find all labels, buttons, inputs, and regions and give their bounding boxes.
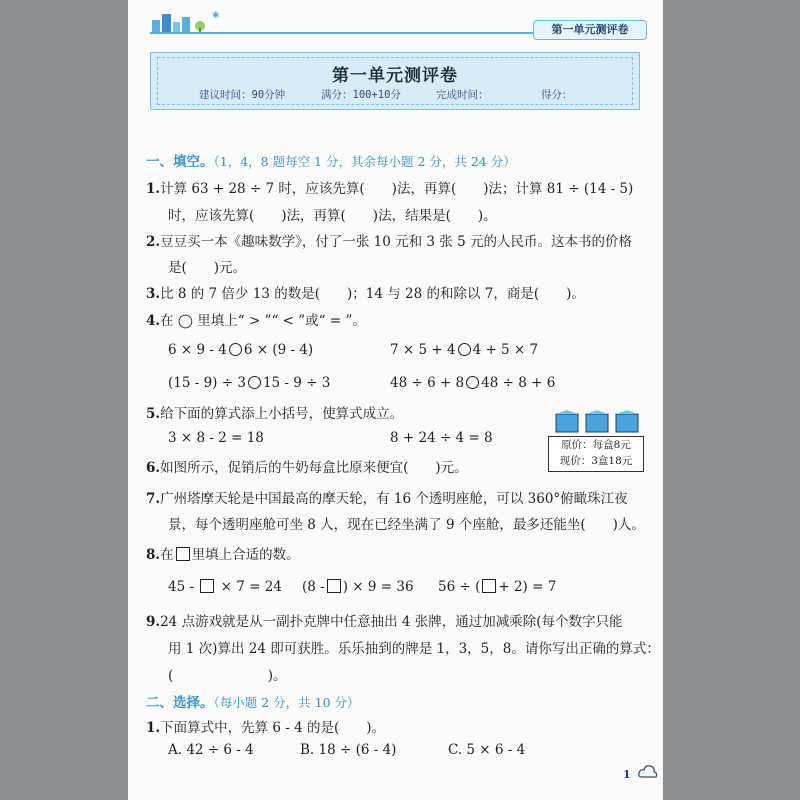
answer-box[interactable] [482,579,496,593]
points-label: 得分： [541,89,573,101]
c1-option-c: C. 5 × 6 - 4 [448,742,526,758]
q1-text1: 计算 63 + 28 ÷ 7 时，应该先算( )法，再算( )法；计算 81 ÷ (14 - 5) [160,181,634,197]
q1-line2: 时，应该先算( )法，再算( )法，结果是( )。 [168,208,497,224]
compare-circle[interactable] [458,343,471,356]
q7-line1 [146,487,628,507]
q8-eq1-right: × 7 = 24 [220,579,282,595]
q8-eq2-right: ) × 9 = 36 [342,579,414,595]
q9-line2: 用 1 次)算出 24 即可获胜。乐乐抽到的牌是 1，3，5，8。请你写出正确的算式： [168,641,660,657]
time-label: 建议时间：90分钟 [199,89,286,101]
q7-number: 7. [146,491,161,507]
q4-row1-left [168,342,313,358]
q8-eq1 [168,579,282,595]
original-price: 原价：每盒8元 [561,439,631,451]
c1-text1: 下面算式中，先算 6 - 4 的是( )。 [160,720,386,736]
score-label: 满分：100+10分 [321,89,401,101]
finish-label: 完成时间： [436,89,489,101]
section-1-heading [146,150,516,170]
q9-number: 9. [146,614,161,630]
q5-line1 [146,402,403,422]
answer-box[interactable] [327,579,341,593]
q8-eq2 [302,579,414,595]
q2-text1: 豆豆买一本《趣味数学》，付了一张 10 元和 3 张 5 元的人民币。这本书的价格 [160,234,632,250]
q8-number: 8. [146,547,161,563]
q2-line1 [146,230,632,250]
section-2-title: 二、选择。 [146,695,214,711]
q4-number: 4. [146,313,161,329]
q8-eq3-left: 56 ÷ ( [438,579,481,595]
q4-c-right: 15 - 9 ÷ 3 [262,375,331,391]
q4-text1: 在 ◯ 里填上“ > ”“ < ”或“ = ”。 [160,313,366,329]
q9-text1: 24 点游戏就是从一副扑克牌中任意抽出 4 张牌，通过加减乘除(每个数字只能 [160,614,623,630]
title-box [150,52,640,110]
q8-text2: 里填上合适的数。 [191,547,300,563]
milk-promo-figure [548,410,644,472]
page-title: 第一单元测评卷 [332,66,458,86]
q8-eq1-left: 45 - [168,579,195,595]
section-1-note: （1，4，8 题每空 1 分，其余每小题 2 分，共 24 分） [213,154,516,169]
q8-line1 [146,543,300,563]
unit-tag: 第一单元测评卷 [533,20,647,40]
price-box [548,436,644,472]
q1-number: 1. [146,181,161,197]
q9-line3: ( )。 [168,668,287,684]
worksheet-page [128,0,663,800]
section-2-heading [146,691,360,711]
section-2-note: （每小题 2 分，共 10 分） [213,695,360,710]
q2-number: 2. [146,234,161,250]
q4-c-left: (15 - 9) ÷ 3 [168,375,246,391]
q4-b-right: 4 + 5 × 7 [472,342,539,358]
c1-number: 1. [146,720,161,736]
page-number: 1 [623,768,631,781]
q4-line1 [146,309,366,329]
q4-d-left: 48 ÷ 6 + 8 [390,375,465,391]
q8-eq3-right: + 2) = 7 [498,579,557,595]
section-1-title: 一、填空。 [146,154,214,170]
c1-option-a: A. 42 ÷ 6 - 4 [168,742,254,758]
answer-box [176,547,190,561]
q3-line1 [146,282,585,302]
current-price: 现价：3盒18元 [559,455,633,467]
q8-eq3 [438,579,556,595]
answer-box[interactable] [200,579,214,593]
q5-eq1: 3 × 8 - 2 = 18 [168,430,264,446]
q8-eq2-left: (8 - [302,579,325,595]
c1-option-b: B. 18 ÷ (6 - 4) [300,742,397,758]
q4-row2-left [168,375,330,391]
q4-a-left: 6 × 9 - 4 [168,342,227,358]
q5-text1: 给下面的算式添上小括号，使算式成立。 [160,406,404,422]
q7-line2: 景，每个透明座舱可坐 8 人，现在已经坐满了 9 个座舱，最多还能坐( )人。 [168,517,645,533]
compare-circle[interactable] [229,343,242,356]
q5-eq2: 8 + 24 ÷ 4 = 8 [390,430,493,446]
q3-number: 3. [146,286,161,302]
q6-line1 [146,456,468,476]
q5-number: 5. [146,406,161,422]
q6-text1: 如图所示，促销后的牛奶每盒比原来便宜( )元。 [160,460,468,476]
q1-line1 [146,177,633,197]
compare-circle[interactable] [248,376,261,389]
q4-d-right: 48 ÷ 8 + 6 [481,375,556,391]
q4-row2-right [390,375,555,391]
q9-line1 [146,610,623,630]
milk-carton-icon [552,410,642,434]
q4-row1-right [390,342,538,358]
cloud-icon [638,763,658,781]
c1-line1 [146,716,385,736]
q3-text1: 比 8 的 7 倍少 13 的数是( )；14 与 28 的和除以 7，商是( )。 [160,286,585,302]
q6-number: 6. [146,460,161,476]
q8-text1: 在 [160,547,174,563]
q4-b-left: 7 × 5 + 4 [390,342,456,358]
q7-text1: 广州塔摩天轮是中国最高的摩天轮，有 16 个透明座舱，可以 360°俯瞰珠江夜 [160,491,628,507]
q4-a-right: 6 × (9 - 4) [243,342,314,358]
compare-circle[interactable] [466,376,479,389]
q2-line2: 是( )元。 [168,260,247,276]
svg-text:✱: ✱ [212,11,220,21]
